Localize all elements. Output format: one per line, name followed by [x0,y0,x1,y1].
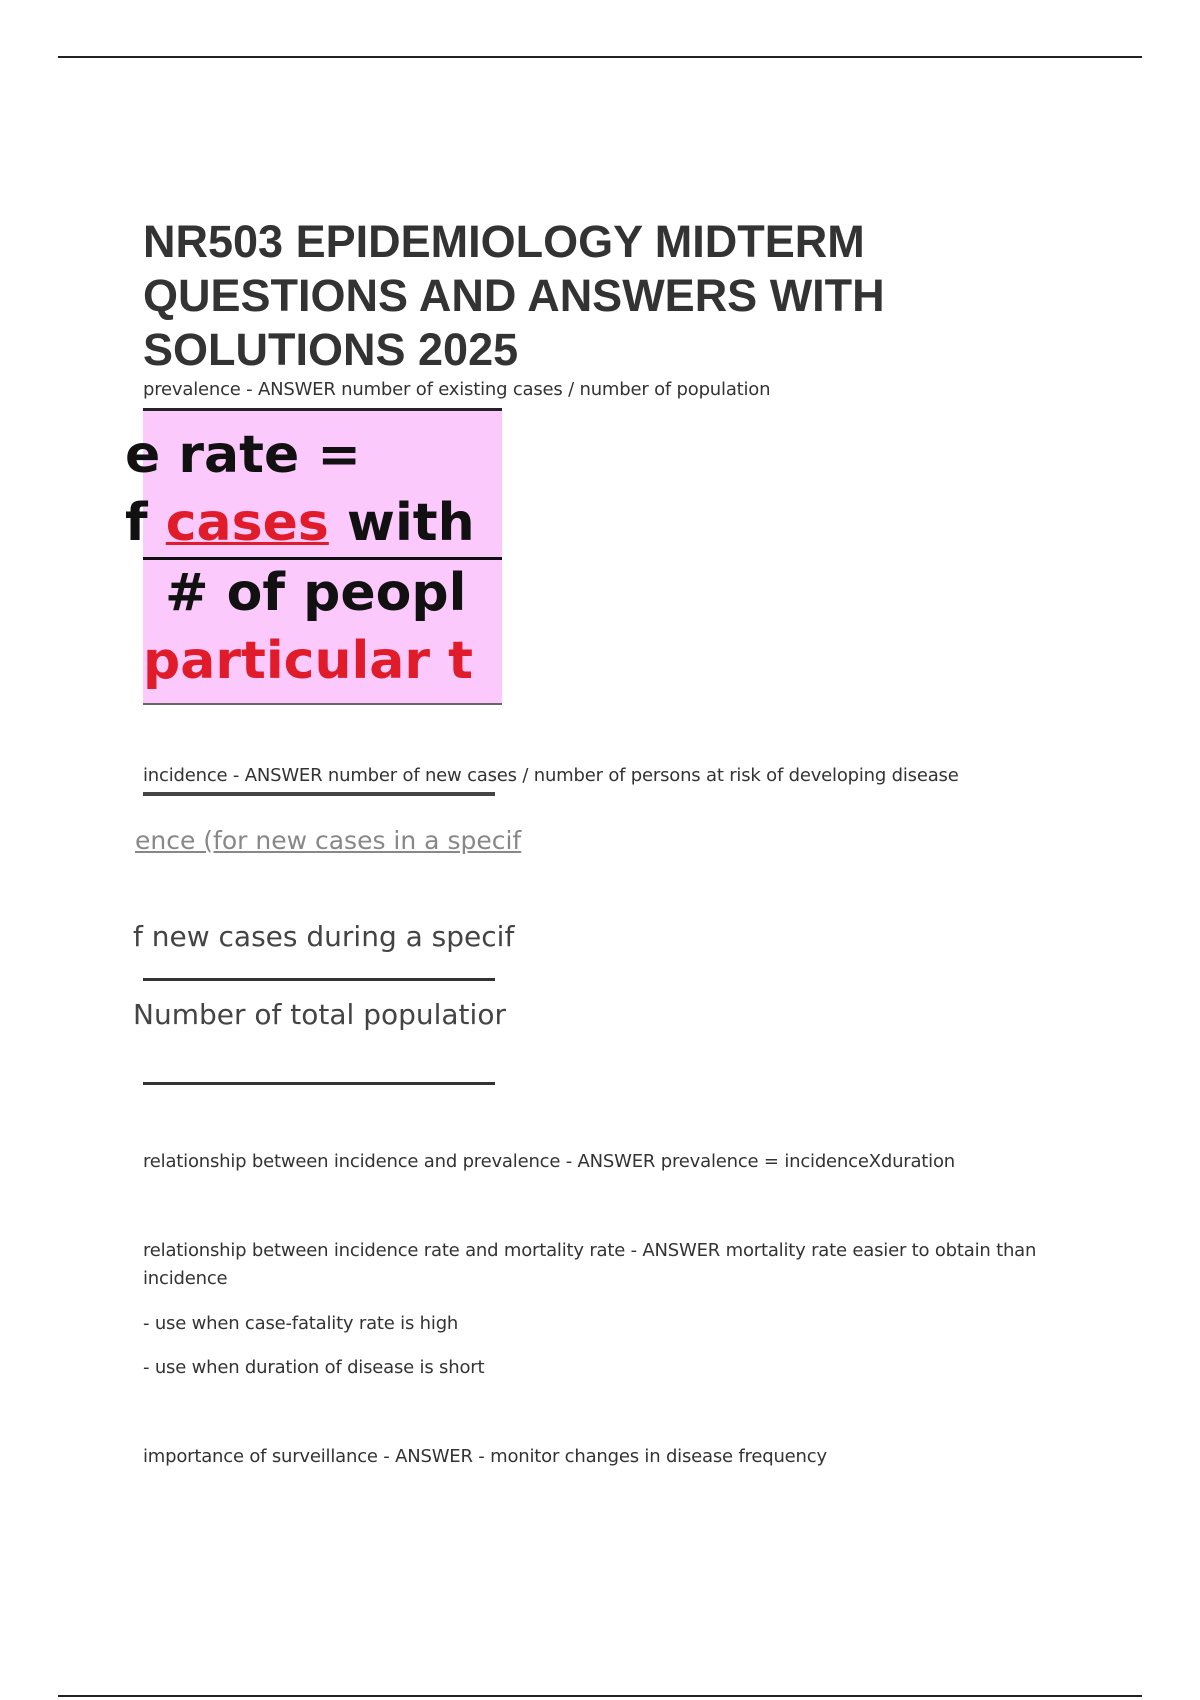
fraction-bar [143,978,495,981]
prevalence-formula-image [125,408,502,705]
formula-line [125,493,475,553]
formula-line: ence (for new cases in a specif [135,826,522,855]
incidence-formula-image [133,792,522,1087]
title-line: SOLUTIONS 2025 [143,324,519,375]
qa-incidence-prevalence: relationship between incidence and prevalence - ANSWER prevalence = incidenceXduration [143,1151,955,1172]
qa-incidence-mortality: relationship between incidence rate and mortality rate - ANSWER mortality rate easier to obtain than [143,1240,1037,1261]
formula-text: with [328,493,475,553]
qa-surveillance: importance of surveillance - ANSWER - monitor changes in disease frequency [143,1446,827,1467]
bottom-rule [58,1695,1142,1697]
title-line: NR503 EPIDEMIOLOGY MIDTERM [143,216,865,267]
formula-line: # of peopl [165,563,467,623]
qa-prevalence: prevalence - ANSWER number of existing cases / number of population [143,379,771,400]
divider [143,792,495,796]
fraction-bar [143,557,502,560]
qa-incidence: incidence - ANSWER number of new cases / number of persons at risk of developing disease [143,765,959,786]
formula-line: f new cases during a specif [133,920,515,953]
title-line: QUESTIONS AND ANSWERS WITH [143,270,885,321]
qa-bullet: - use when case-fatality rate is high [143,1313,459,1334]
qa-bullet: - use when duration of disease is short [143,1357,485,1378]
formula-line: particular t [143,631,474,691]
divider [143,1082,495,1085]
formula-line: e rate = [125,425,361,485]
formula-text: f [125,493,166,553]
document-title [143,215,1043,377]
qa-incidence-mortality-cont: incidence [143,1268,228,1289]
top-rule [58,56,1142,58]
formula-highlight: cases [165,493,329,553]
formula-line: Number of total populatior [133,998,506,1031]
